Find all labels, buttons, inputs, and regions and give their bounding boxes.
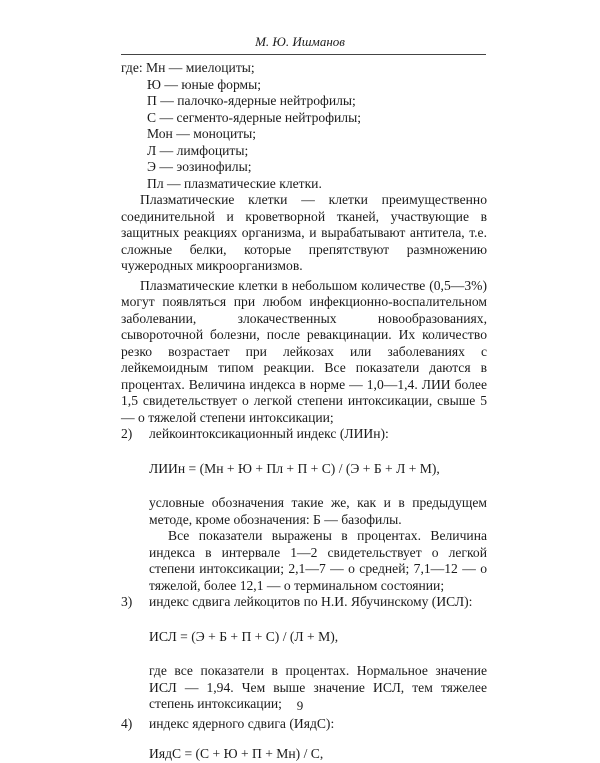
header-rule xyxy=(121,54,486,55)
list-item-4 xyxy=(121,716,487,733)
formula-isl: ИСЛ = (Э + Б + П + С) / (Л + М), xyxy=(149,628,339,644)
list-title: индекс ядерного сдвига (ИядС): xyxy=(149,715,335,731)
legend-item: Л — лимфоциты; xyxy=(147,142,249,158)
list-number: 2) xyxy=(121,426,133,441)
spacer xyxy=(121,645,487,663)
spacer xyxy=(121,611,487,629)
paragraph-text: Плазматические клетки в небольшом количестве (0,5—3%) могут появляться при любом инфекционно-воспалительном заболевании, злокачественных новообразованиях, сывороточной болезни, после ревакцинации. Их количество резко возрастает при лейкозах или заболеваниях с лейкемоидным типом реакции. Все показатели даются в процентах. Величина индекса в норме — 1,0—1,4. ЛИИ более 1,5 свидетельствует о легкой степени интоксикации, свыше 5 — о тяжелой степени интоксикации; xyxy=(121,277,487,425)
formula-iyads: ИядС = (С + Ю + П + Мн) / С, xyxy=(149,746,324,761)
page-number: 9 xyxy=(296,698,304,713)
legend-item: С — сегменто-ядерные нейтрофилы; xyxy=(147,109,361,125)
paragraph-plasma-definition xyxy=(121,192,487,275)
item-2-body xyxy=(121,495,487,594)
list-item-2 xyxy=(121,426,487,443)
spacer xyxy=(121,477,487,495)
legend-item: Э — эозинофилы; xyxy=(147,159,252,174)
legend-item: Мон — моноциты; xyxy=(147,126,257,141)
running-header: М. Ю. Ишманов xyxy=(255,34,345,49)
paragraph-text: Плазматические клетки — клетки преимущественно соединительной и кроветворной тканей, участвующие в защитных реакциях организма, и вырабатывают антитела, т.е. сложные белки, которые препятствуют размножению чужеродных микроорганизмов. xyxy=(121,192,487,273)
legend-item: Ю — юные формы; xyxy=(147,76,262,92)
legend-item: П — палочко-ядерные нейтрофилы; xyxy=(147,93,356,108)
legend-item: Пл — плазматические клетки. xyxy=(147,175,322,191)
list-item-3 xyxy=(121,594,487,611)
paragraph-text: Все показатели выражены в процентах. Величина индекса в интервале 1—2 свидетельствует о легкой степени интоксикации; 2,1—7 — о средней; 7,1—12 — о тяжелой, более 12,1 — о терминальном состоянии; xyxy=(149,528,487,593)
paragraph-text: условные обозначения такие же, как и в предыдущем методе, кроме обозначения: Б — базофилы. xyxy=(149,495,487,527)
paragraph-text: где все показатели в процентах. Нормальное значение ИСЛ — 1,94. Чем выше значение ИСЛ, тем тяжелее степень интоксикации; xyxy=(149,663,487,711)
list-title: лейкоинтоксикационный индекс (ЛИИн): xyxy=(149,426,389,441)
legend-item: Мн — миелоциты; xyxy=(146,60,255,75)
spacer xyxy=(121,443,487,461)
list-number: 4) xyxy=(121,715,133,731)
legend-first-line xyxy=(121,60,487,77)
spacer xyxy=(121,732,487,746)
list-title: индекс сдвига лейкоцитов по Н.И. Ябучинскому (ИСЛ): xyxy=(149,594,473,609)
page-content xyxy=(121,60,487,763)
list-number: 3) xyxy=(121,594,133,609)
legend-intro: где: xyxy=(121,60,143,75)
formula-lii: ЛИИн = (Мн + Ю + Пл + П + С) / (Э + Б + Л + М), xyxy=(149,460,440,476)
paragraph-plasma-count xyxy=(121,278,487,427)
